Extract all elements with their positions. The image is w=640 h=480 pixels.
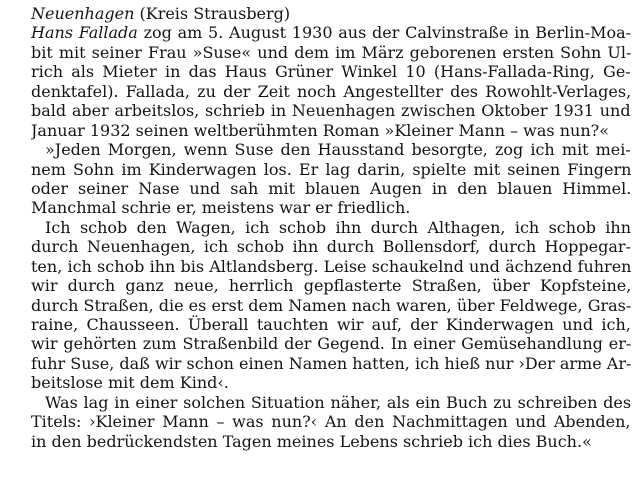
quote-line: Ich schob den Wagen, ich schob ihn durch Althagen, ich schob ihn [45, 217, 631, 237]
quote-line: Manchmal schrie er, meistens war er friedlich. [31, 198, 411, 218]
quote-line: wir gehörten zum Straßenbild der Gegend. In einer Gemüsehandlung er- [31, 334, 631, 354]
quote-line: fuhr Suse, daß wir schon einen Namen hatten, ich hieß nur ›Der arme Ar- [31, 353, 631, 373]
intro-line-text: zog am 5. August 1930 aus der Calvinstraße in Berlin-Moa- [137, 23, 631, 43]
quote-line: oder seiner Nase und sah mit blauen Augen in den blauen Himmel. [31, 178, 631, 198]
quote-line: in den bedrückendsten Tagen meines Lebens schrieb ich dies Buch.« [31, 431, 592, 451]
intro-line [31, 23, 631, 42]
section-heading [31, 4, 631, 23]
intro-line: rich als Mieter in das Haus Grüner Winkel 10 (Hans-Fallada-Ring, Ge- [31, 62, 631, 82]
quote-line: beitslose mit dem Kind‹. [31, 373, 229, 393]
intro-line: bald aber arbeitslos, schrieb in Neuenhagen zwischen Oktober 1931 und [31, 101, 631, 121]
heading-place: Neuenhagen [31, 4, 135, 23]
heading-district: (Kreis Strausberg) [134, 4, 291, 23]
quote-line: Titels: ›Kleiner Mann – was nun?‹ An den Nachmittagen und Abenden, [31, 412, 631, 432]
quote-line: Was lag in einer solchen Situation näher, als ein Buch zu schreiben des [45, 392, 631, 412]
quote-line: »Jeden Morgen, wenn Suse den Hausstand besorgte, zog ich mit mei- [45, 140, 631, 160]
intro-line: Januar 1932 seinen weltberühmten Roman »Kleiner Mann – was nun?« [31, 120, 609, 140]
quote-line: nem Sohn im Kinderwagen los. Er lag darin, spielte mit seinen Fingern [31, 159, 631, 179]
intro-line: bit mit seiner Frau »Suse« und dem im März geborenen ersten Sohn Ul- [31, 42, 631, 62]
quote-line: ten, ich schob ihn bis Altlandsberg. Leise schaukelnd und ächzend fuhren [31, 256, 631, 276]
book-page [31, 4, 631, 451]
quote-line: durch Straßen, die es erst dem Namen nach waren, über Feldwege, Gras- [31, 295, 631, 315]
quote-line: wir durch ganz neue, herrlich gepflasterte Straßen, über Kopfsteine, [31, 276, 631, 296]
intro-author: Hans Fallada [31, 23, 138, 43]
intro-line: denktafel). Fallada, zu der Zeit noch Angestellter des Rowohlt-Verlages, [31, 81, 631, 101]
quote-line: raine, Chausseen. Überall tauchten wir auf, der Kinderwagen und ich, [31, 315, 631, 334]
quote-line: durch Neuenhagen, ich schob ihn durch Bollensdorf, durch Hoppegar- [31, 237, 631, 257]
